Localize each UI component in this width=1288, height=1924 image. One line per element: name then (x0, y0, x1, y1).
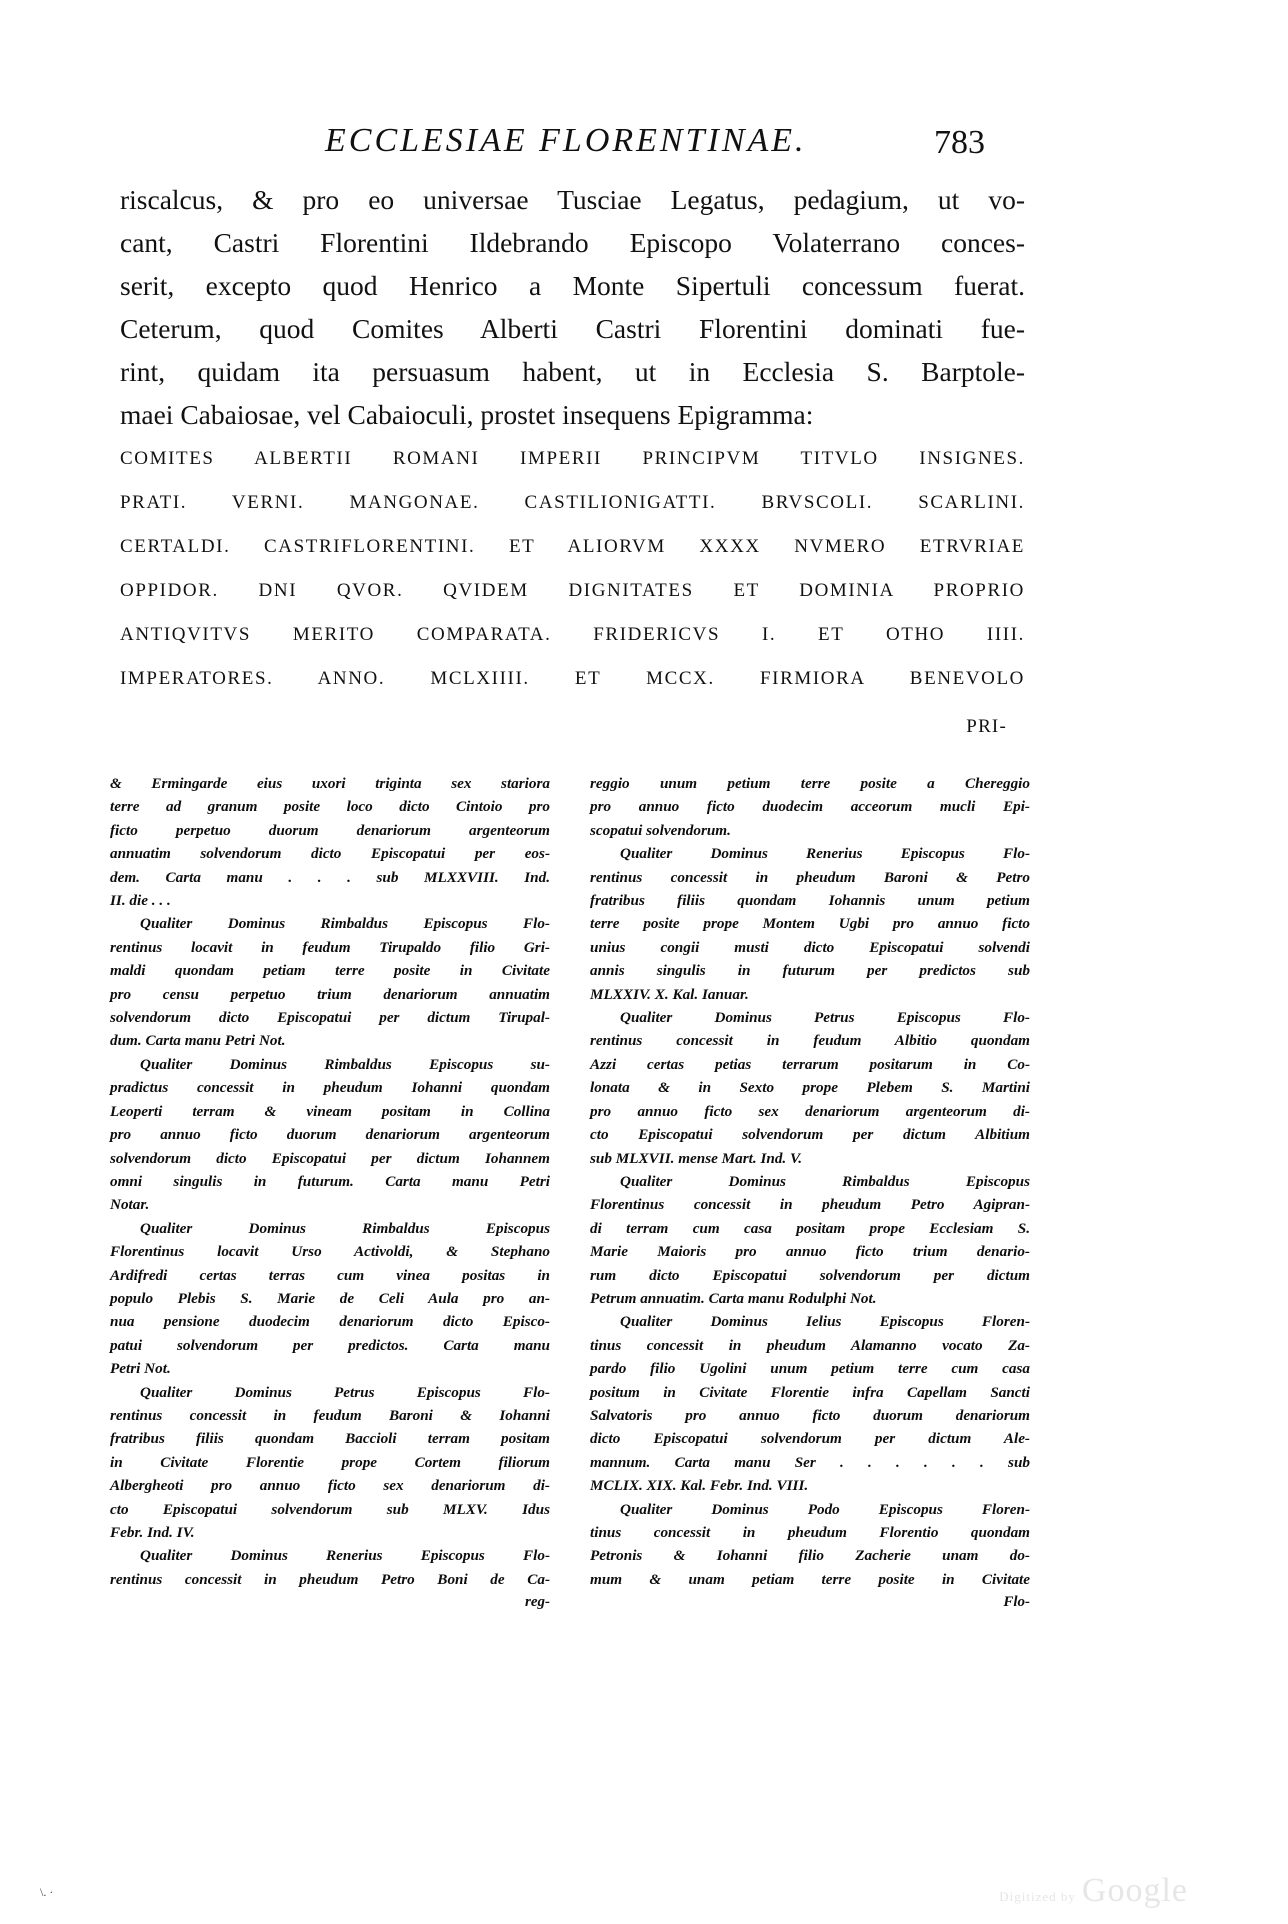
footnote-line: di terram cum casa positam prope Ecclesiam S. (590, 1219, 1030, 1237)
footnote-line: rentinus concessit in pheudum Petro Boni de Ca- (110, 1570, 550, 1588)
footnote-line: solvendorum dicto Episcopatui per dictum Tirupal- (110, 1009, 550, 1027)
footnote-line: annuatim solvendorum dicto Episcopatui per eos- (110, 845, 550, 863)
footnote-line: pro annuo ficto sex denariorum argenteorum di- (590, 1102, 1030, 1120)
footnote-line: Qualiter Dominus Rimbaldus Episcopus (620, 1172, 1030, 1190)
footnote-line: in Civitate Florentie prope Cortem filiorum (110, 1453, 550, 1471)
footnote-line: fratribus filiis quondam Baccioli terram positam (110, 1430, 550, 1448)
footnote-line: pro censu perpetuo trium denariorum annuatim (110, 985, 550, 1003)
epigram-inscription (120, 437, 1025, 749)
body-paragraph (120, 178, 1025, 436)
catchword: PRI- (966, 716, 1007, 737)
footnote-line: terre ad granum posite loco dicto Cintoio pro (110, 798, 550, 816)
footnote-line: Salvatoris pro annuo ficto duorum denariorum (590, 1406, 1030, 1424)
body-line: serit, excepto quod Henrico a Monte Sipertuli concessum fuerat. (120, 270, 1025, 301)
footnote-line: Qualiter Dominus Petrus Episcopus Flo- (620, 1009, 1030, 1027)
body-line: cant, Castri Florentini Ildebrando Episcopo Volaterrano conces- (120, 227, 1025, 258)
footnote-line: Febr. Ind. IV. (110, 1524, 195, 1541)
footnote-line: Qualiter Dominus Petrus Episcopus Flo- (140, 1383, 550, 1401)
footnote-line: positum in Civitate Florentie infra Capellam Sancti (590, 1383, 1030, 1401)
footnote-line: MCLIX. XIX. Kal. Febr. Ind. VIII. (590, 1477, 809, 1495)
inscription-line: PRATI. VERNI. MANGONAE. CASTILIONIGATTI. BRVSCOLI. SCARLINI. (120, 492, 1025, 513)
catchword: Flo- (1003, 1594, 1030, 1611)
footnote-line: pradictus concessit in pheudum Iohanni quondam (110, 1079, 550, 1097)
footnote-line: pardo filio Ugolini unum petium terre cum casa (590, 1360, 1030, 1378)
watermark-prefix: Digitized by (999, 1889, 1076, 1904)
footnote-line: & Ermingarde eius uxori triginta sex stariora (110, 775, 550, 792)
footnote-line: Qualiter Dominus Rimbaldus Episcopus Flo- (140, 915, 550, 933)
footnote-line: Marie Maioris pro annuo ficto trium denario- (590, 1243, 1030, 1261)
footnote-line: Petronis & Iohanni filio Zacherie unam do- (590, 1547, 1030, 1565)
page-number: 783 (934, 124, 985, 161)
footnote-line: Qualiter Dominus Rimbaldus Episcopus su- (140, 1055, 550, 1073)
inscription-line: ANTIQVITVS MERITO COMPARATA. FRIDERICVS I. ET OTHO IIII. (120, 624, 1025, 645)
footnote-line: maldi quondam petiam terre posite in Civitate (110, 962, 550, 980)
footnote-line: ficto perpetuo duorum denariorum argenteorum (110, 821, 550, 839)
footnote-line: Qualiter Dominus Rimbaldus Episcopus (140, 1219, 550, 1237)
footnote-line: Qualiter Dominus Renerius Episcopus Flo- (620, 845, 1030, 863)
body-line: Ceterum, quod Comites Alberti Castri Florentini dominati fue- (120, 313, 1025, 344)
footnote-line: populo Plebis S. Marie de Celi Aula pro an- (110, 1289, 550, 1307)
footnote-line: scopatui solvendorum. (590, 821, 731, 839)
footnote-line: mannum. Carta manu Ser . . . . . . sub (590, 1453, 1030, 1471)
inscription-line: COMITES ALBERTII ROMANI IMPERII PRINCIPVM TITVLO INSIGNES. (120, 448, 1025, 469)
inscription-line: IMPERATORES. ANNO. MCLXIIII. ET MCCX. FIRMIORA BENEVOLO (120, 668, 1025, 689)
footnote-line: Petrum annuatim. Carta manu Rodulphi Not. (590, 1289, 877, 1307)
footnote-line: tinus concessit in pheudum Alamanno vocato Za- (590, 1336, 1030, 1354)
footnote-line: cto Episcopatui solvendorum sub MLXV. Idus (110, 1500, 550, 1518)
footnote-line: rentinus concessit in feudum Baroni & Iohanni (110, 1406, 550, 1424)
footnote-line: tinus concessit in pheudum Florentio quondam (590, 1524, 1030, 1541)
scan-artifact: \. · (40, 1885, 54, 1899)
footnote-line: reggio unum petium terre posite a Chereggio (590, 775, 1030, 792)
body-line: riscalcus, & pro eo universae Tusciae Legatus, pedagium, ut vo- (120, 184, 1025, 215)
footnote-line: Leoperti terram & vineam positam in Collina (110, 1102, 550, 1120)
footnote-line: annis singulis in futurum per predictos sub (590, 962, 1030, 980)
footnote-line: Notar. (110, 1196, 150, 1214)
running-title: ECCLESIAE FLORENTINAE. (325, 122, 807, 159)
footnote-line: rentinus concessit in pheudum Baroni & Petro (590, 868, 1030, 886)
footnote-line: patui solvendorum per predictos. Carta manu (110, 1336, 550, 1354)
footnote-line: lonata & in Sexto prope Plebem S. Martini (590, 1079, 1030, 1097)
footnote-line: dicto Episcopatui solvendorum per dictum Ale- (590, 1430, 1030, 1448)
footnote-line: Qualiter Dominus Podo Episcopus Floren- (620, 1500, 1030, 1518)
footnote-column-left (110, 772, 550, 1615)
footnote-line: omni singulis in futurum. Carta manu Petri (110, 1172, 550, 1190)
footnote-line: Qualiter Dominus Ielius Episcopus Floren- (620, 1313, 1030, 1331)
footnote-line: solvendorum dicto Episcopatui per dictum Iohannem (110, 1149, 550, 1167)
footnote-line: nua pensione duodecim denariorum dicto Episco- (110, 1313, 550, 1331)
running-head (325, 122, 985, 172)
footnote-line: dem. Carta manu . . . sub MLXXVIII. Ind. (110, 868, 550, 886)
footnote-column-right (590, 772, 1030, 1615)
footnote-line: Albergheoti pro annuo ficto sex denariorum di- (110, 1477, 550, 1495)
inscription-line: CERTALDI. CASTRIFLORENTINI. ET ALIORVM XXXX NVMERO ETRVRIAE (120, 536, 1025, 557)
inscription-line: OPPIDOR. DNI QVOR. QVIDEM DIGNITATES ET DOMINIA PROPRIO (120, 580, 1025, 601)
footnote-line: fratribus filiis quondam Iohannis unum petium (590, 892, 1030, 910)
footnote-line: Ardifredi certas terras cum vinea positas in (110, 1266, 550, 1284)
footnote-line: dum. Carta manu Petri Not. (110, 1032, 286, 1050)
footnote-line: mum & unam petiam terre posite in Civitate (590, 1570, 1030, 1588)
footnote-line: cto Episcopatui solvendorum per dictum Albitium (590, 1126, 1030, 1144)
footnote-line: MLXXIV. X. Kal. Ianuar. (590, 985, 749, 1003)
footnote-line: unius congii musti dicto Episcopatui solvendi (590, 938, 1030, 956)
footnote-line: II. die . . . (110, 892, 171, 910)
footnote-line: rentinus concessit in feudum Albitio quondam (590, 1032, 1030, 1050)
footnote-line: rum dicto Episcopatui solvendorum per dictum (590, 1266, 1030, 1284)
footnote-line: Qualiter Dominus Renerius Episcopus Flo- (140, 1547, 550, 1565)
body-line: rint, quidam ita persuasum habent, ut in Ecclesia S. Barptole- (120, 356, 1025, 387)
footnote-line: Florentinus locavit Urso Activoldi, & Stephano (110, 1243, 550, 1261)
footnote-line: Petri Not. (110, 1360, 171, 1378)
footnote-line: rentinus locavit in feudum Tirupaldo filio Gri- (110, 938, 550, 956)
digitization-watermark (999, 1872, 1188, 1910)
body-line: maei Cabaiosae, vel Cabaioculi, prostet insequens Epigramma: (120, 399, 814, 430)
watermark-logo: Google (1081, 1872, 1188, 1909)
footnote-line: pro annuo ficto duorum denariorum argenteorum (110, 1126, 550, 1144)
footnote-line: Florentinus concessit in pheudum Petro Agipran- (590, 1196, 1030, 1214)
catchword: reg- (525, 1594, 550, 1611)
footnote-line: sub MLXVII. mense Mart. Ind. V. (590, 1149, 802, 1167)
footnote-line: pro annuo ficto duodecim acceorum mucli Epi- (590, 798, 1030, 816)
footnote-line: terre posite prope Montem Ugbi pro annuo ficto (590, 915, 1030, 933)
footnote-line: Azzi certas petias terrarum positarum in Co- (590, 1055, 1030, 1073)
